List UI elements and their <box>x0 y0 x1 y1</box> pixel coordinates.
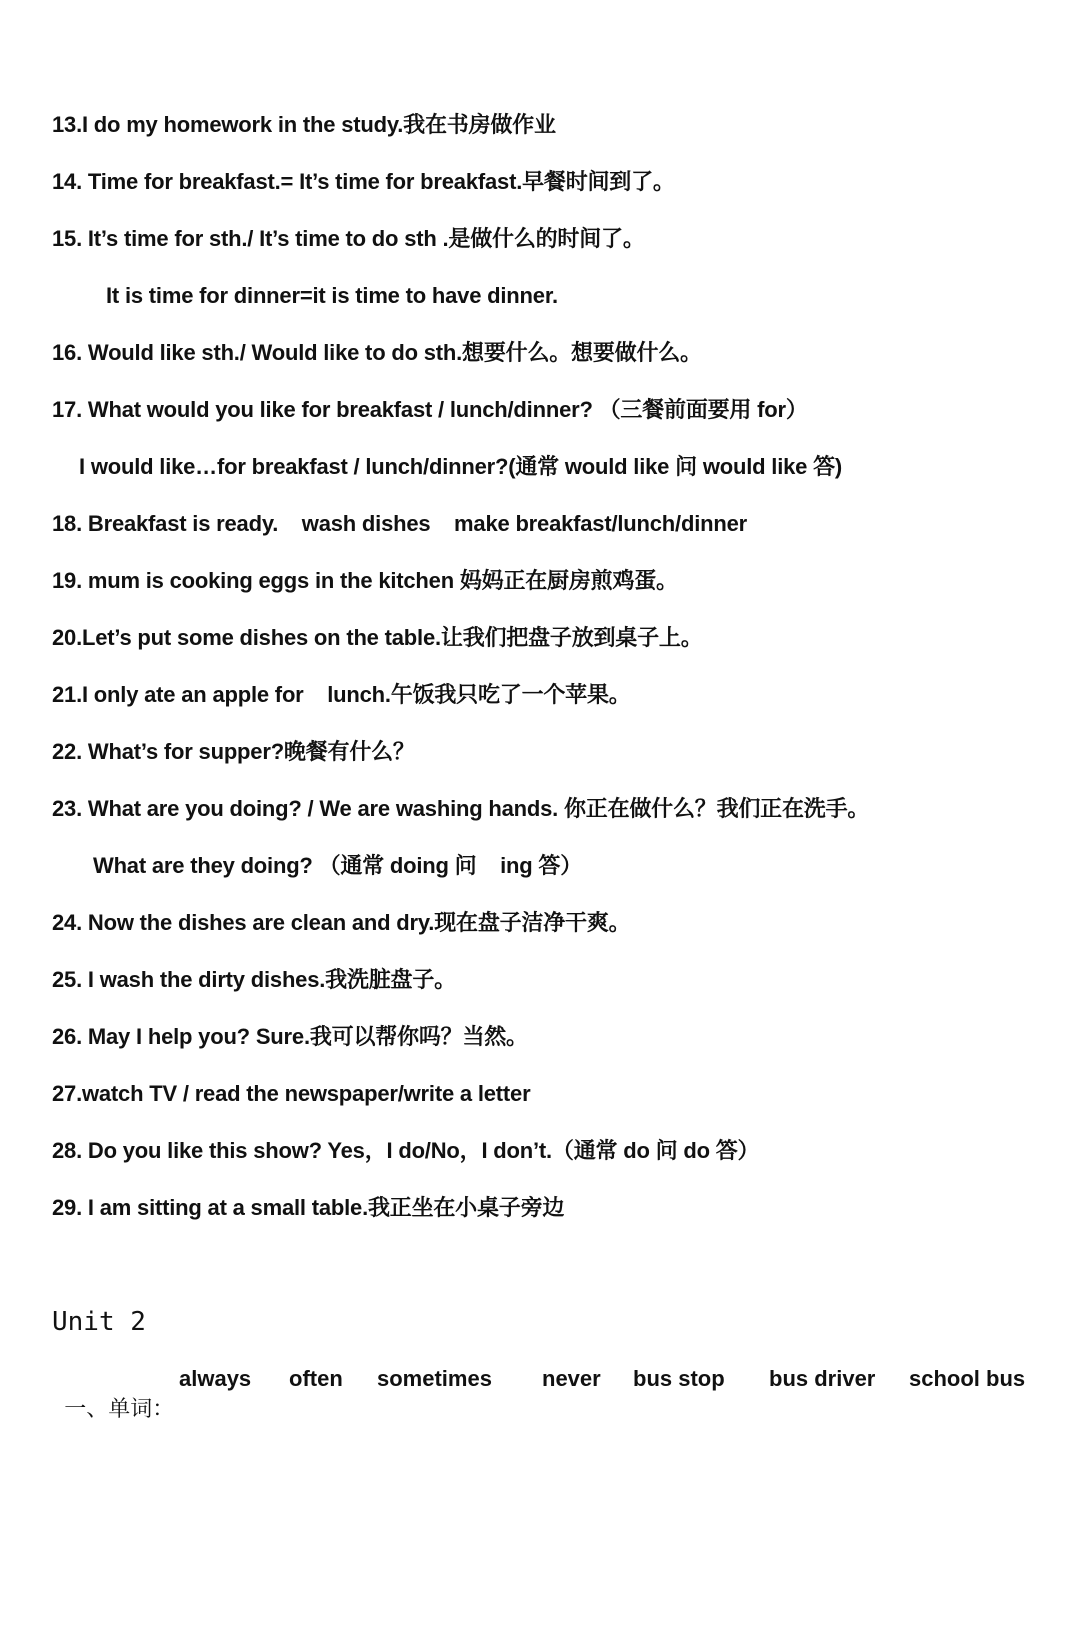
sentence-16: 16. Would like sth./ Would like to do sth.想要什么。想要做什么。 <box>52 340 702 365</box>
sentence-19: 19. mum is cooking eggs in the kitchen 妈妈正在厨房煎鸡蛋。 <box>52 568 678 593</box>
vocab-word: school bus <box>909 1366 1026 1391</box>
vocab-word: often <box>289 1366 343 1391</box>
sentence-24: 24. Now the dishes are clean and dry.现在盘子洁净干爽。 <box>52 910 631 935</box>
sentence-13: 13.I do my homework in the study.我在书房做作业 <box>52 112 556 137</box>
vocab-word: bus stop <box>633 1366 725 1391</box>
sentence-28: 28. Do you like this show? Yes，I do/No，I don’t.（通常 do 问 do 答） <box>52 1138 760 1163</box>
unit-heading: Unit 2 <box>52 1307 146 1337</box>
sentence-17-answer: I would like…for breakfast / lunch/dinner?(通常 would like 问 would like 答) <box>79 454 843 479</box>
sentence-21: 21.I only ate an apple for lunch.午饭我只吃了一个苹果。 <box>52 682 631 707</box>
sentence-15-example: It is time for dinner=it is time to have dinner. <box>106 283 558 308</box>
vocab-word: never <box>542 1366 601 1391</box>
sentence-25: 25. I wash the dirty dishes.我洗脏盘子。 <box>52 967 456 992</box>
sentence-17: 17. What would you like for breakfast / lunch/dinner? （三餐前面要用 for） <box>52 397 808 422</box>
sentence-14: 14. Time for breakfast.= It’s time for breakfast.早餐时间到了。 <box>52 169 675 194</box>
vocab-word: bus driver <box>769 1366 876 1391</box>
sentence-23: 23. What are you doing? / We are washing hands. 你正在做什么？我们正在洗手。 <box>52 796 870 821</box>
vocab-label: 一、单词： <box>64 1396 175 1421</box>
vocab-word: sometimes <box>377 1366 492 1391</box>
sentence-22: 22. What’s for supper?晚餐有什么？ <box>52 739 415 764</box>
sentence-26: 26. May I help you? Sure.我可以帮你吗？当然。 <box>52 1024 528 1049</box>
sentence-18: 18. Breakfast is ready. wash dishes make breakfast/lunch/dinner <box>52 511 747 536</box>
vocab-line <box>52 1364 1026 1634</box>
vocab-word: always <box>179 1366 252 1391</box>
sentence-27: 27.watch TV / read the newspaper/write a letter <box>52 1081 531 1106</box>
sentence-23-example: What are they doing? （通常 doing 问 ing 答） <box>93 853 583 878</box>
sentence-15: 15. It’s time for sth./ It’s time to do sth .是做什么的时间了。 <box>52 226 645 251</box>
sentence-20: 20.Let’s put some dishes on the table.让我们把盘子放到桌子上。 <box>52 625 703 650</box>
sentence-29: 29. I am sitting at a small table.我正坐在小桌子旁边 <box>52 1195 565 1220</box>
